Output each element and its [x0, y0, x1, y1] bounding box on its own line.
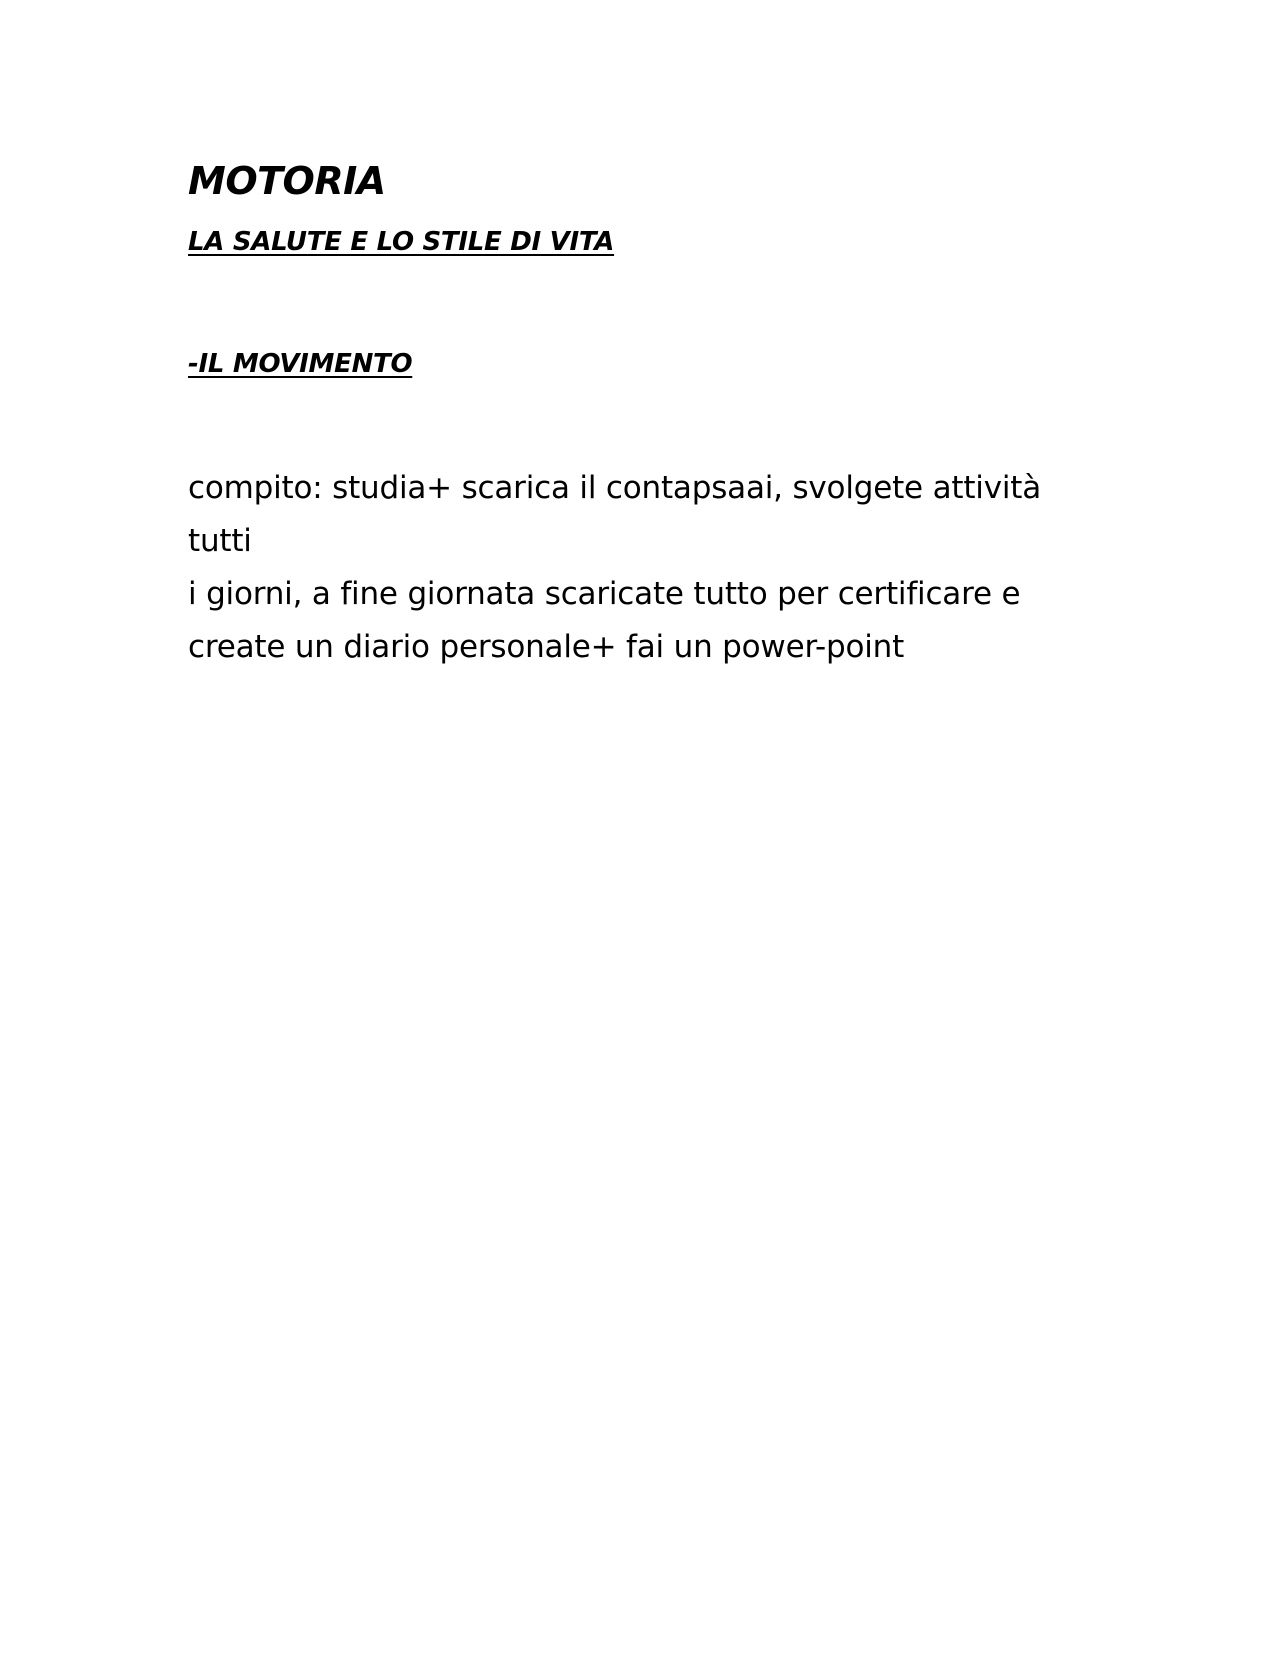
assignment-line: create un diario personale+ fai un power-point	[188, 629, 905, 665]
document-title: MOTORIA	[188, 159, 386, 203]
assignment-line: compito: studia+ scarica il contapsaai, svolgete attività tutti	[188, 470, 1041, 559]
assignment-paragraph	[188, 462, 1103, 674]
assignment-line: i giorni, a fine giornata scaricate tutto per certificare e	[188, 576, 1021, 612]
document-subtitle: LA SALUTE E LO STILE DI VITA	[188, 227, 615, 257]
section-heading: -IL MOVIMENTO	[188, 349, 413, 379]
document-content	[188, 150, 1108, 674]
